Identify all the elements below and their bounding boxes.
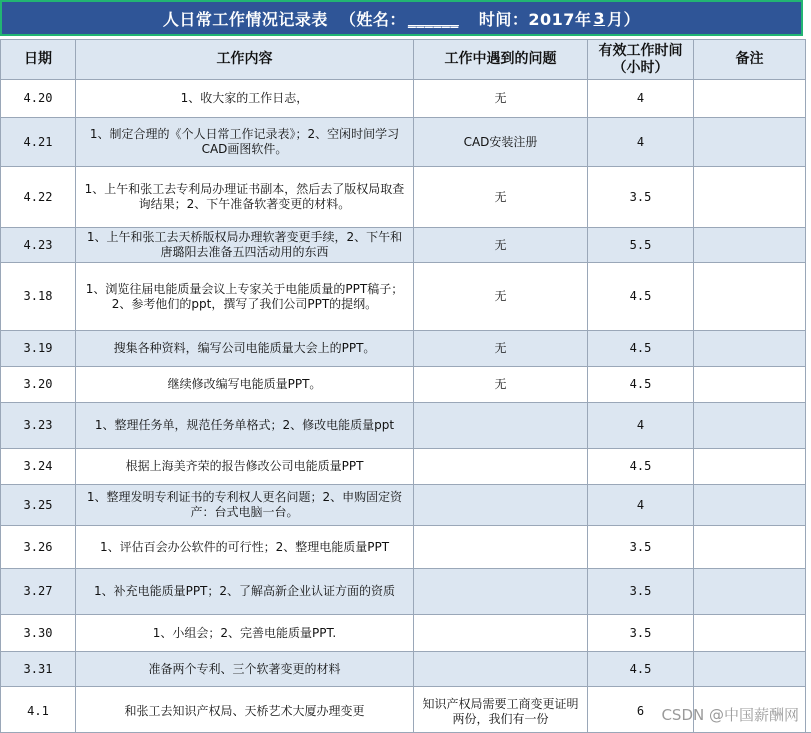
title-month-suffix: 月） [607,9,641,29]
col-header-content: 工作内容 [76,40,414,80]
cell-hours: 4.5 [588,331,694,367]
table-row [1,118,806,167]
cell-problem [414,569,588,615]
table-row [1,615,806,652]
cell-hours: 4 [588,485,694,526]
table-row [1,403,806,449]
cell-date: 3.31 [1,652,76,687]
cell-content: 1、评估百会办公软件的可行性；2、整理电能质量PPT [76,526,414,569]
cell-hours: 5.5 [588,228,694,263]
cell-content: 和张工去知识产权局、天桥艺术大厦办理变更 [76,687,414,733]
cell-note [694,485,806,526]
cell-content: 1、上午和张工去天桥版权局办理软著变更手续，2、下午和唐璐阳去准备五四活动用的东西 [76,228,414,263]
table-row [1,652,806,687]
cell-problem: 无 [414,367,588,403]
worklog-table [0,39,806,733]
table-row [1,449,806,485]
cell-problem [414,615,588,652]
cell-date: 3.26 [1,526,76,569]
table-row [1,228,806,263]
cell-hours: 4 [588,80,694,118]
cell-date: 3.30 [1,615,76,652]
cell-date: 4.23 [1,228,76,263]
cell-date: 4.21 [1,118,76,167]
cell-note [694,228,806,263]
cell-content: 1、整理发明专利证书的专利权人更名问题；2、申购固定资产：台式电脑一台。 [76,485,414,526]
cell-content: 搜集各种资料，编写公司电能质量大会上的PPT。 [76,331,414,367]
cell-problem [414,403,588,449]
cell-hours: 3.5 [588,526,694,569]
cell-date: 3.24 [1,449,76,485]
cell-note [694,80,806,118]
cell-hours: 4.5 [588,652,694,687]
table-row [1,485,806,526]
col-header-problem: 工作中遇到的问题 [414,40,588,80]
col-header-note: 备注 [694,40,806,80]
cell-hours: 4.5 [588,449,694,485]
header-row [1,40,806,80]
cell-hours: 3.5 [588,569,694,615]
cell-note [694,569,806,615]
cell-problem: 无 [414,331,588,367]
cell-problem: 无 [414,263,588,331]
cell-date: 3.20 [1,367,76,403]
cell-content: 准备两个专利、三个软著变更的材料 [76,652,414,687]
cell-problem [414,485,588,526]
cell-hours: 3.5 [588,615,694,652]
title-time-label: 时间：2017年 [478,9,592,29]
cell-note [694,403,806,449]
cell-content: 根据上海美齐荣的报告修改公司电能质量PPT [76,449,414,485]
cell-problem: 无 [414,228,588,263]
watermark: CSDN @中国薪酬网 [661,706,799,724]
cell-hours: 4 [588,403,694,449]
table-row [1,80,806,118]
table-row [1,331,806,367]
col-header-date: 日期 [1,40,76,80]
sheet-title [0,0,803,36]
cell-problem [414,652,588,687]
cell-note [694,167,806,228]
cell-date: 3.23 [1,403,76,449]
cell-date: 4.22 [1,167,76,228]
cell-date: 4.20 [1,80,76,118]
title-name-label: （姓名： [339,9,406,29]
cell-content: 1、整理任务单，规范任务单格式；2、修改电能质量ppt [76,403,414,449]
cell-note [694,615,806,652]
table-row [1,263,806,331]
cell-date: 4.1 [1,687,76,733]
table-row [1,526,806,569]
cell-note [694,652,806,687]
cell-content: 1、制定合理的《个人日常工作记录表》；2、空闲时间学习CAD画图软件。 [76,118,414,167]
title-month-value: 3 [593,8,606,28]
cell-content: 1、小组会；2、完善电能质量PPT. [76,615,414,652]
cell-note [694,367,806,403]
cell-problem: CAD安装注册 [414,118,588,167]
cell-note [694,263,806,331]
table-row [1,367,806,403]
cell-problem: 无 [414,167,588,228]
cell-hours: 4 [588,118,694,167]
table-row [1,167,806,228]
cell-problem: 无 [414,80,588,118]
cell-problem: 知识产权局需要工商变更证明两份，我们有一份 [414,687,588,733]
cell-date: 3.25 [1,485,76,526]
title-name-blank: ______ [407,8,459,28]
cell-content: 1、收大家的工作日志， [76,80,414,118]
title-main: 人日常工作情况记录表 [162,9,328,29]
cell-date: 3.27 [1,569,76,615]
col-header-hours: 有效工作时间（小时） [588,40,694,80]
cell-date: 3.18 [1,263,76,331]
cell-content: 1、补充电能质量PPT；2、了解高新企业认证方面的资质 [76,569,414,615]
cell-content: 1、浏览往届电能质量会议上专家关于电能质量的PPT稿子；2、参考他们的ppt，撰写了我们公司PPT的提纲。 [76,263,414,331]
cell-note [694,118,806,167]
cell-note [694,526,806,569]
cell-hours: 6 [588,687,694,733]
cell-problem [414,526,588,569]
cell-content: 1、上午和张工去专利局办理证书副本，然后去了版权局取查询结果；2、下午准备软著变更的材料。 [76,167,414,228]
cell-hours: 3.5 [588,167,694,228]
table-row [1,569,806,615]
cell-problem [414,449,588,485]
cell-content: 继续修改编写电能质量PPT。 [76,367,414,403]
cell-note [694,449,806,485]
cell-note [694,331,806,367]
cell-hours: 4.5 [588,263,694,331]
cell-date: 3.19 [1,331,76,367]
cell-hours: 4.5 [588,367,694,403]
